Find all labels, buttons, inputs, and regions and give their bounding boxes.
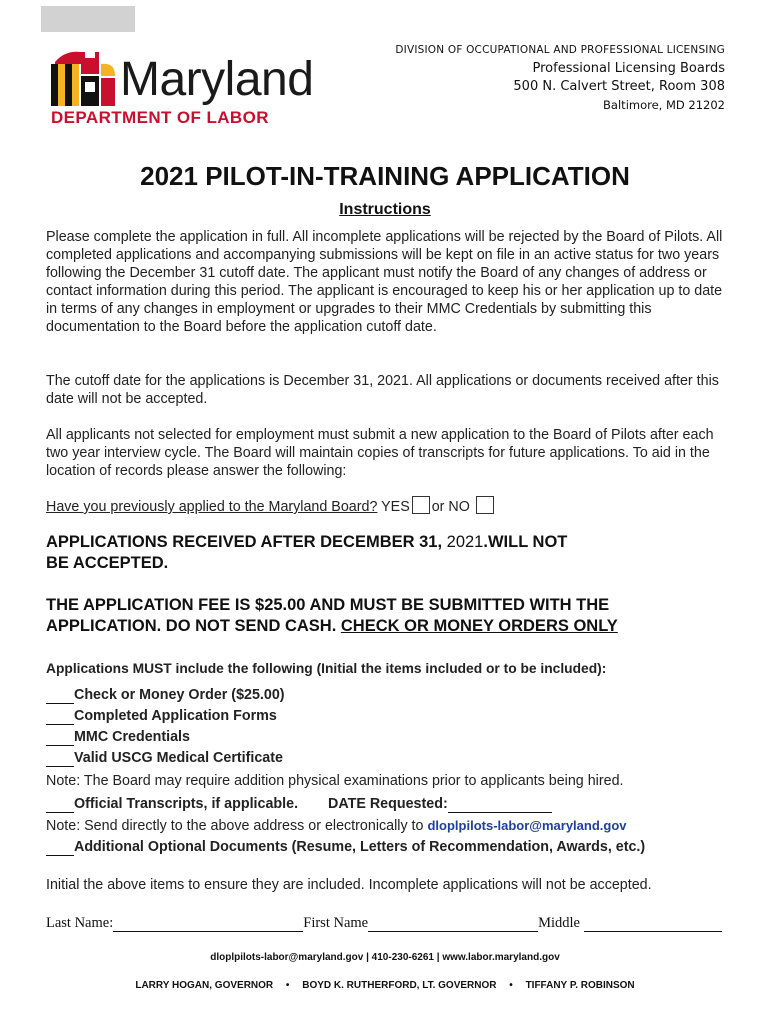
late-warning-text-end: .WILL NOT <box>483 533 568 551</box>
instructions-paragraph-2 <box>46 372 736 408</box>
board-email-link[interactable]: dloplpilots-labor@maryland.gov <box>427 818 627 833</box>
checklist-item-label: Check or Money Order ($25.00) <box>74 687 285 703</box>
checklist-item <box>46 728 190 746</box>
additional-docs-label: Additional Optional Documents (Resume, Letters of Recommendation, Awards, etc.) <box>74 839 646 855</box>
transcripts-row <box>46 795 552 813</box>
page-title: 2021 PILOT-IN-TRAINING APPLICATION <box>140 161 630 191</box>
initial-blank[interactable] <box>46 689 74 704</box>
footer-officials <box>0 980 770 991</box>
governor-name: LARRY HOGAN, GOVERNOR <box>135 980 274 991</box>
street-address: 500 N. Calvert Street, Room 308 <box>513 79 725 94</box>
first-name-label: First Name <box>303 915 369 931</box>
last-name-field[interactable] <box>113 917 303 932</box>
transcripts-label: Official Transcripts, if applicable. <box>74 796 299 812</box>
middle-name-field[interactable] <box>584 917 722 932</box>
first-name-field[interactable] <box>368 917 538 932</box>
additional-docs-row <box>46 838 645 856</box>
instructions-paragraph-3: All applicants not selected for employment must submit a new application to the Board of Pilots after each two year interview cycle. The Board will maintain copies of transcripts for future applications. To aid in the location of records please answer the following: <box>46 427 714 479</box>
top-grey-box <box>41 6 135 32</box>
physical-exam-note: Note: The Board may require addition physical examinations prior to applicants being hired. <box>46 773 624 789</box>
no-checkbox[interactable] <box>476 496 494 514</box>
send-electronically-note <box>46 817 627 835</box>
check-money-orders-only: CHECK OR MONEY ORDERS ONLY <box>340 617 618 635</box>
checklist-item <box>46 686 285 704</box>
boards-label: Professional Licensing Boards <box>532 61 725 76</box>
separator: • <box>509 980 513 991</box>
last-name-label: Last Name: <box>46 915 114 931</box>
initial-blank[interactable] <box>46 752 74 767</box>
name-fields-row <box>46 915 722 932</box>
cutoff-text-end: . All applications or documents received after this date will not be accepted. <box>46 373 719 407</box>
secretary-name: TIFFANY P. ROBINSON <box>525 980 635 991</box>
checklist-item <box>46 707 277 725</box>
previous-applied-row <box>46 496 496 516</box>
late-warning-line2: BE ACCEPTED. <box>46 554 169 572</box>
maryland-flag-logo-icon <box>51 50 117 106</box>
city-address: Baltimore, MD 21202 <box>603 98 725 112</box>
department-of-labor-label: DEPARTMENT OF LABOR <box>51 108 269 127</box>
date-requested-label: DATE Requested: <box>328 796 448 812</box>
checklist-item-label: Completed Application Forms <box>74 708 277 724</box>
send-note-text: Note: Send directly to the above address or electronically to <box>46 818 424 834</box>
cutoff-year: 2021 <box>377 373 409 389</box>
previous-applied-question: Have you previously applied to the Maryland Board? <box>46 499 378 515</box>
date-requested-field[interactable] <box>448 798 552 813</box>
middle-name-label: Middle <box>538 915 580 931</box>
division-label: DIVISION OF OCCUPATIONAL AND PROFESSIONAL LICENSING <box>395 44 725 56</box>
checklist-heading: Applications MUST include the following (Initial the items included or to be included): <box>46 661 607 676</box>
separator: • <box>285 980 290 991</box>
lt-governor-name: BOYD K. RUTHERFORD, LT. GOVERNOR <box>302 980 497 991</box>
checklist-item-label: Valid USCG Medical Certificate <box>74 750 283 766</box>
checklist-item <box>46 749 283 767</box>
footer-contact: dloplpilots-labor@maryland.gov | 410-230-6261 | www.labor.maryland.gov <box>210 952 560 963</box>
initial-blank[interactable] <box>46 841 74 856</box>
late-warning-year: 2021 <box>446 533 484 551</box>
late-warning-text: APPLICATIONS RECEIVED AFTER DECEMBER 31, <box>46 533 443 551</box>
fee-warning-line2: APPLICATION. DO NOT SEND CASH. <box>46 617 337 635</box>
initial-blank[interactable] <box>46 731 74 746</box>
checklist-item-label: MMC Credentials <box>74 729 190 745</box>
initial-items-note: Initial the above items to ensure they are included. Incomplete applications will not be accepted. <box>46 877 652 893</box>
maryland-wordmark: Maryland <box>120 53 314 106</box>
fee-warning <box>46 595 618 637</box>
instructions-heading: Instructions <box>339 201 431 218</box>
fee-warning-line1: THE APPLICATION FEE IS $25.00 AND MUST BE SUBMITTED WITH THE <box>46 596 610 614</box>
no-label: or NO <box>431 499 470 515</box>
yes-label: YES <box>381 499 410 515</box>
cutoff-text-start: The cutoff date for the applications is December 31, <box>46 373 374 389</box>
initial-blank[interactable] <box>46 710 74 725</box>
instructions-paragraph-1: Please complete the application in full. All incomplete applications will be rejected by the Board of Pilots. All completed applications and accompanying submissions will be kept on file in an active status for two years following the December 31 cutoff date. The applicant must notify the Board of any changes of address or contact information during this period. The applicant is encouraged to keep his or her application up to date in terms of any changes in employment or upgrades to their MMC Credentials by submitting this documentation to the Board before the application cutoff date. <box>46 229 723 335</box>
yes-checkbox[interactable] <box>412 496 430 514</box>
initial-blank[interactable] <box>46 798 74 813</box>
late-warning <box>46 532 567 574</box>
